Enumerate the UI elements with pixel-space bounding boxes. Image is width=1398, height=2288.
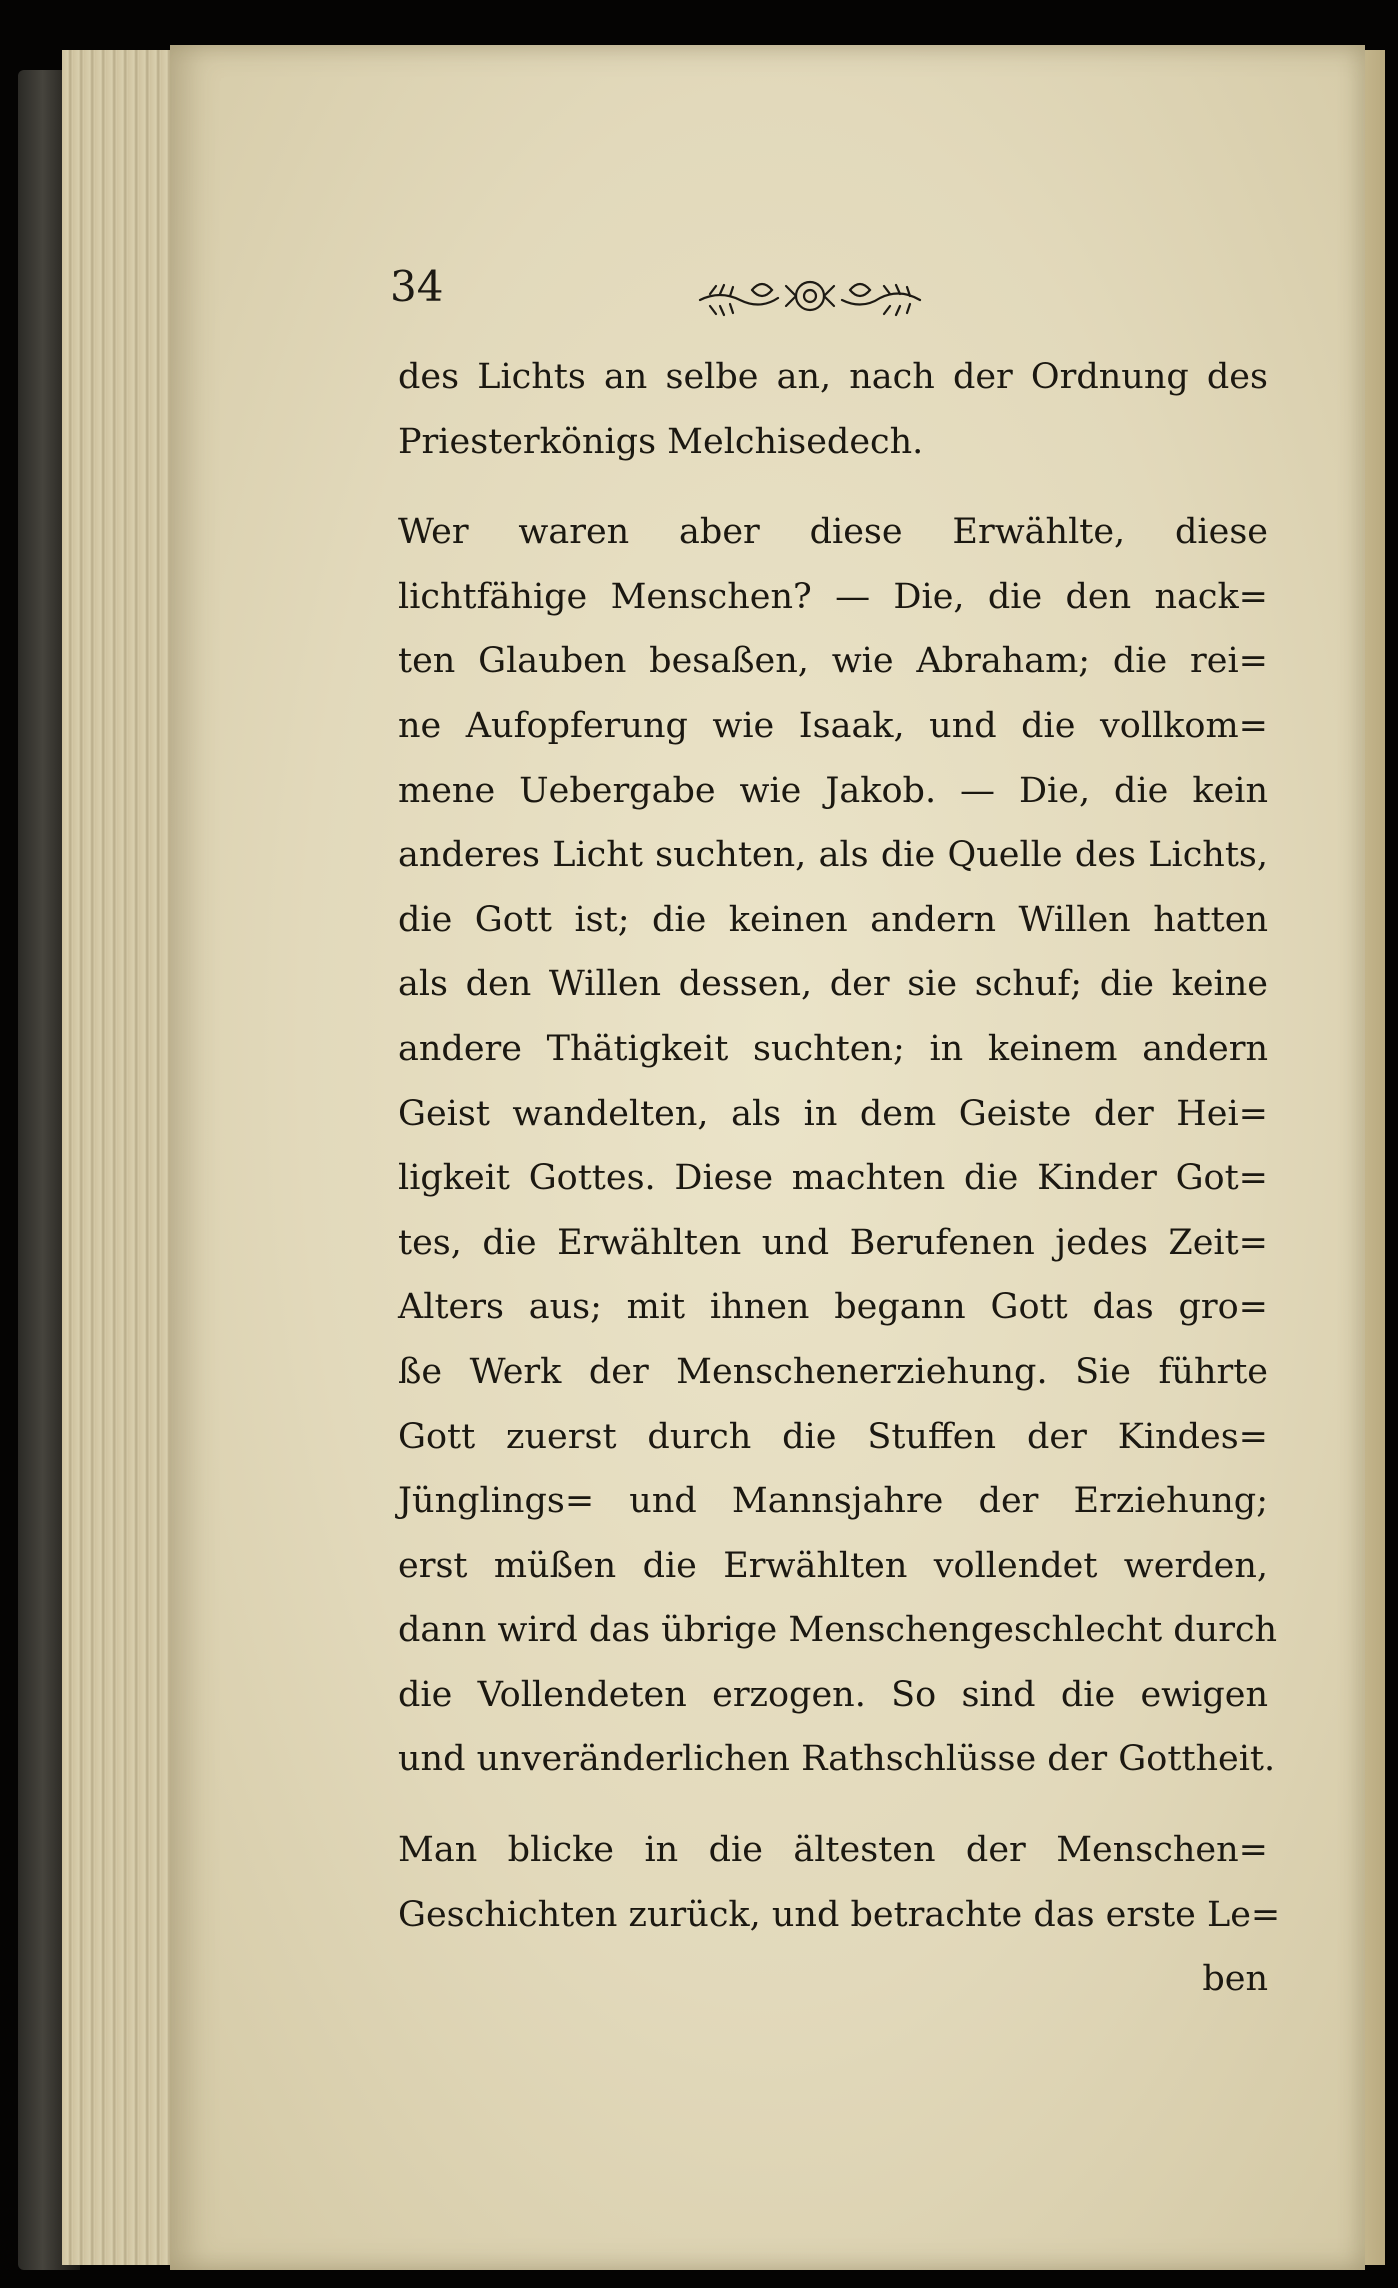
text-line: lichtfähige Menschen? — Die, die den nack= [398,576,1268,617]
text-line: Alters aus; mit ihnen begann Gott das gro= [398,1287,1268,1328]
page-stack-edges [62,50,182,2265]
catchword: ben [1202,1959,1268,2000]
text-line: Geist wandelten, als in dem Geiste der Hei= [398,1093,1268,1134]
text-line: ne Aufopferung wie Isaak, und die vollkom= [398,705,1268,746]
paragraph-gap [398,474,1268,500]
text-line: Geschichten zurück, und betrachte das erste Le= [398,1894,1281,1935]
text-line: Man blicke in die ältesten der Menschen= [398,1830,1268,1871]
paragraph-gap [398,1792,1268,1818]
text-line: dann wird das übrige Menschengeschlecht durch [398,1610,1278,1651]
page-number: 34 [390,262,444,311]
text-line: die Vollendeten erzogen. So sind die ewigen [398,1674,1268,1715]
text-line: ligkeit Gottes. Diese machten die Kinder Got= [398,1158,1268,1199]
text-line: Wer waren aber diese Erwählte, diese [398,512,1268,553]
text-line: Gott zuerst durch die Stuffen der Kindes= [398,1416,1268,1457]
text-line: Jünglings= und Mannsjahre der Erziehung; [398,1481,1268,1522]
text-line: mene Uebergabe wie Jakob. — Die, die kein [398,770,1268,811]
page-header [390,262,950,332]
text-line: andere Thätigkeit suchten; in keinem andern [398,1028,1268,1069]
text-line: die Gott ist; die keinen andern Willen hatten [398,899,1268,940]
text-line: als den Willen dessen, der sie schuf; die keine [398,964,1268,1005]
text-line: und unveränderlichen Rathschlüsse der Gottheit. [398,1739,1276,1780]
text-line: ten Glauben besaßen, wie Abraham; die rei= [398,641,1268,682]
text-line: tes, die Erwählten und Berufenen jedes Zeit= [398,1222,1268,1263]
text-line: anderes Licht suchten, als die Quelle des Lichts, [398,835,1268,876]
text-line: Priesterkönigs Melchisedech. [398,421,924,462]
text-line: ße Werk der Menschenerziehung. Sie führte [398,1351,1268,1392]
floral-ornament-icon [690,266,930,326]
text-block [398,345,1281,2012]
text-line: erst müßen die Erwählten vollendet werden, [398,1545,1268,1586]
text-line: des Lichts an selbe an, nach der Ordnung des [398,357,1268,397]
